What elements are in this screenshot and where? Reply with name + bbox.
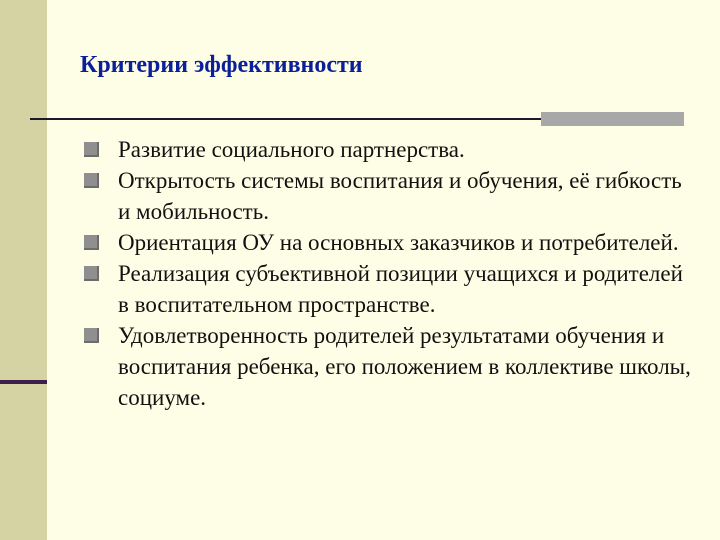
bullet-item <box>84 258 694 320</box>
bullet-text: Ориентация ОУ на основных заказчиков и потребителей. <box>118 230 679 255</box>
bullet-text: Развитие социального партнерства. <box>118 137 465 162</box>
bullet-item <box>84 320 694 413</box>
left-accent-line <box>0 380 47 384</box>
bullet-item <box>84 134 694 165</box>
bullet-list <box>84 134 694 413</box>
bullet-item <box>84 165 694 227</box>
bullet-item <box>84 227 694 258</box>
square-bullet-icon <box>84 173 99 188</box>
bullet-text: Реализация субъективной позиции учащихся и родителей в воспитательном пространстве. <box>118 261 683 317</box>
left-decorative-band <box>0 0 47 540</box>
bullet-text: Удовлетворенность родителей результатами обучения и воспитания ребенка, его положением в коллективе школы, социуме. <box>118 323 691 410</box>
square-bullet-icon <box>84 142 99 157</box>
square-bullet-icon <box>84 235 99 250</box>
title-divider-accent <box>541 112 684 126</box>
bullet-text: Открытость системы воспитания и обучения, её гибкость и мобильность. <box>118 168 682 224</box>
slide-title: Критерии эффективности <box>80 52 363 78</box>
square-bullet-icon <box>84 266 99 281</box>
square-bullet-icon <box>84 328 99 343</box>
